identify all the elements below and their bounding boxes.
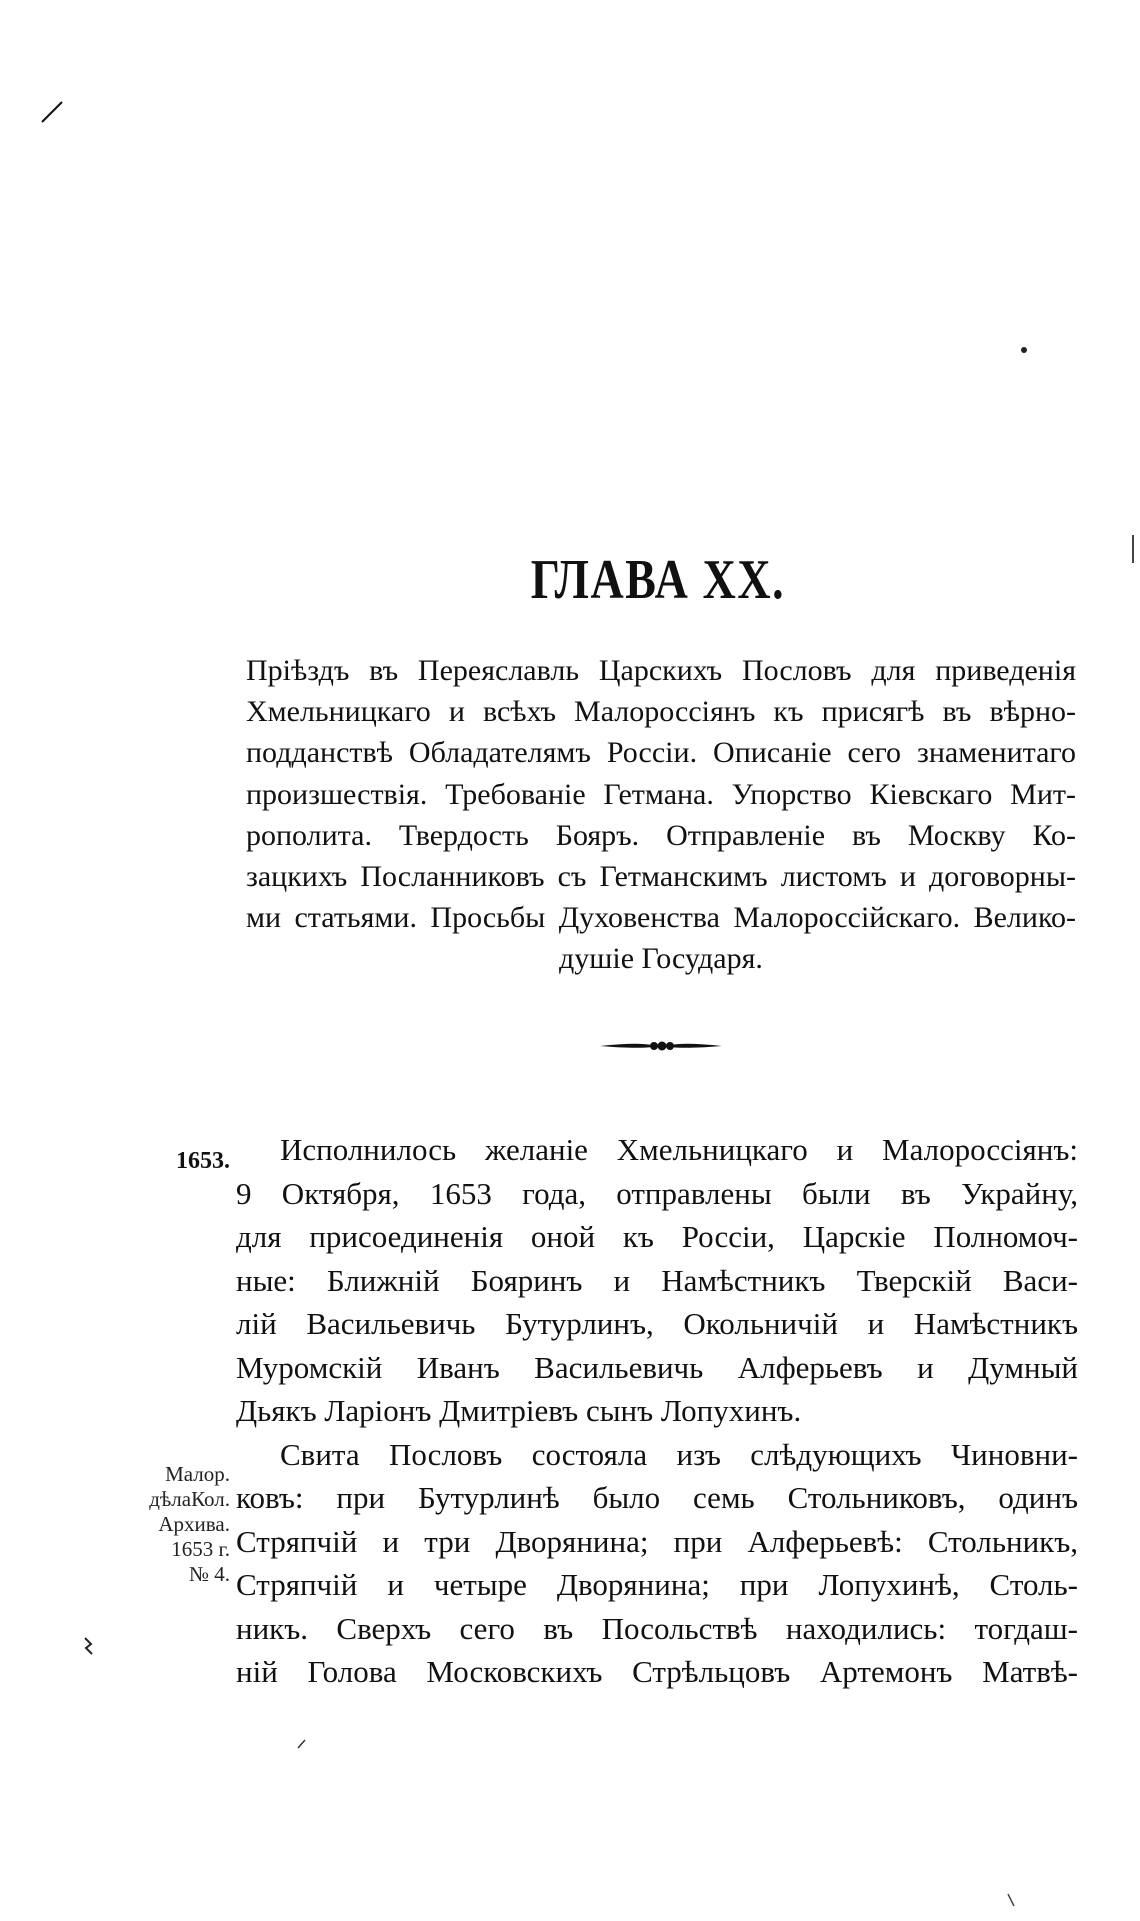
margin-year: 1653. bbox=[176, 1148, 230, 1174]
summary-line: зацкихъ Посланниковъ съ Гетманскимъ листомъ и договорны- bbox=[246, 860, 1076, 894]
summary-line: Пріѣздъ въ Переяславль Царскихъ Пословъ для приведенія bbox=[246, 654, 1076, 687]
margin-note-line: дѣлаКол. bbox=[149, 1487, 230, 1511]
body-line: Стряпчій и три Дворянина; при Алферьевѣ: Стольникъ, bbox=[236, 1523, 1078, 1559]
summary-line: ми статьями. Просьбы Духовенства Малороссійскаго. Велико- bbox=[246, 901, 1076, 935]
summary-line: душіе Государя. bbox=[559, 942, 763, 976]
body-text bbox=[236, 1128, 1078, 1694]
body-line: ковъ: при Бутурлинѣ было семь Стольниковъ, одинъ bbox=[236, 1480, 1078, 1515]
body-line: ные: Ближній Бояринъ и Намѣстникъ Тверскій Васи- bbox=[236, 1262, 1078, 1298]
body-line: для присоединенія оной къ Россіи, Царскіе Полномоч- bbox=[236, 1219, 1078, 1254]
body-line: Исполнилось желаніе Хмельницкаго и Малороссіянъ: bbox=[280, 1132, 1078, 1167]
body-line: Дьякъ Ларіонъ Дмитріевъ сынъ Лопухинъ. bbox=[236, 1393, 802, 1428]
summary-line: произшествія. Требованіе Гетмана. Упорство Кіевскаго Мит- bbox=[246, 777, 1076, 811]
body-line: Муромскій Иванъ Васильевичь Алферьевъ и Думный bbox=[236, 1349, 1078, 1385]
margin-note-line: Малор. bbox=[165, 1462, 230, 1486]
margin-note-line: Архива. bbox=[158, 1512, 230, 1536]
chapter-summary bbox=[246, 650, 1076, 980]
scan-mark bbox=[296, 1738, 308, 1750]
ornament-divider-icon bbox=[596, 1036, 726, 1056]
chapter-title: ГЛАВА XX. bbox=[530, 549, 786, 611]
body-line: никъ. Сверхъ сего въ Посольствѣ находились: тогдаш- bbox=[236, 1610, 1078, 1646]
summary-line: подданствѣ Обладателямъ Россіи. Описаніе сего знаменитаго bbox=[246, 736, 1076, 770]
body-line: Свита Пословъ состояла изъ слѣдующихъ Чиновни- bbox=[280, 1436, 1078, 1472]
scan-mark bbox=[1020, 346, 1030, 356]
body-line: 9 Октября, 1653 года, отправлены были въ Украйну, bbox=[236, 1175, 1078, 1211]
margin-note-line: № 4. bbox=[188, 1562, 230, 1586]
scan-mark bbox=[82, 1636, 96, 1658]
body-line: ній Голова Московскихъ Стрѣльцовъ Артемонъ Матвѣ- bbox=[236, 1654, 1078, 1689]
summary-line: рополита. Твердость Бояръ. Отправленіе въ Москву Ко- bbox=[246, 818, 1076, 852]
margin-note-line: 1653 г. bbox=[171, 1537, 230, 1561]
body-line: Стряпчій и четыре Дворянина; при Лопухинѣ, Столь- bbox=[236, 1567, 1078, 1602]
scan-mark bbox=[1130, 535, 1136, 565]
scan-mark bbox=[1006, 1892, 1018, 1910]
summary-line: Хмельницкаго и всѣхъ Малороссіянъ къ присягѣ въ вѣрно- bbox=[246, 695, 1076, 729]
body-line: лій Васильевичь Бутурлинъ, Окольничій и Намѣстникъ bbox=[236, 1306, 1078, 1341]
margin-source-note bbox=[126, 1462, 230, 1587]
scan-mark bbox=[38, 96, 68, 126]
